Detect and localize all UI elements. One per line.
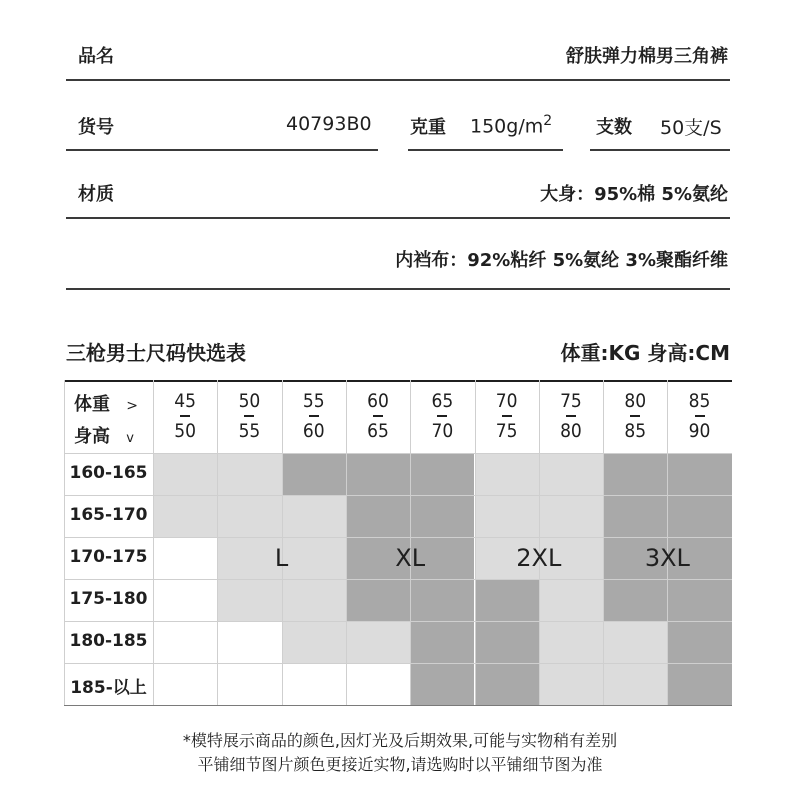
weight-range-end: 85 (624, 420, 647, 442)
size-cell (667, 663, 731, 705)
corner-weight-text: 体重 (74, 394, 110, 415)
weight-range-start: 55 (302, 390, 325, 412)
weight-column-header (282, 391, 346, 441)
size-cell (217, 453, 281, 495)
size-chart-units: 体重:KG 身高:CM (560, 341, 730, 365)
grid-column-line (539, 380, 540, 705)
size-cell (282, 495, 346, 537)
grid-column-line (282, 380, 283, 705)
size-chart-title: 三枪男士尺码快选表 (66, 341, 246, 365)
size-cell (153, 495, 217, 537)
size-cell (282, 453, 346, 495)
size-region-label: 3XL (644, 544, 690, 572)
size-cell (217, 663, 281, 705)
size-cell (282, 621, 346, 663)
size-cell (539, 579, 603, 621)
size-cell (667, 579, 731, 621)
grid-row-line (64, 537, 732, 538)
weight-range-start: 75 (560, 390, 582, 412)
grid-column-line (475, 380, 476, 705)
weight-range-end: 60 (302, 420, 325, 442)
range-dash (475, 411, 539, 421)
size-region-label: XL (395, 544, 426, 572)
size-cell (603, 663, 667, 705)
material-lining-value: 内裆布：92%粘纤 5%氨纶 3%聚酯纤维 (395, 250, 728, 271)
disclaimer-line-1: *模特展示商品的颜色,因灯光及后期效果,可能与实物稍有差别 (182, 731, 618, 750)
height-row-header: 185-以上 (70, 678, 147, 698)
size-cell (603, 453, 667, 495)
size-cell (282, 537, 346, 579)
weight-range-start: 60 (367, 390, 389, 412)
grid-column-line (603, 380, 604, 705)
size-cell (410, 621, 474, 663)
height-row-header: 175-180 (69, 589, 148, 609)
size-cell (410, 453, 474, 495)
range-dash (603, 411, 667, 421)
size-cell (475, 663, 539, 705)
size-region-label: L (274, 544, 289, 572)
grid-column-line (217, 380, 218, 705)
size-cell (539, 495, 603, 537)
size-cell (667, 495, 731, 537)
size-cell (475, 579, 539, 621)
grid-row-line (64, 621, 732, 622)
item-code-label: 货号 (78, 117, 114, 138)
item-code-value: 40793B0 (286, 113, 372, 135)
weight-range-start: 70 (495, 390, 518, 412)
size-cell (153, 537, 217, 579)
material-body-value: 大身：95%棉 5%氨纶 (540, 184, 728, 205)
size-cell (282, 663, 346, 705)
weight-column-header (346, 391, 410, 441)
range-dash (217, 411, 281, 421)
range-dash (153, 411, 217, 421)
size-cell (539, 453, 603, 495)
grid-row-line (64, 579, 732, 580)
range-dash (410, 411, 474, 421)
size-cell (539, 663, 603, 705)
grid-row-line (64, 705, 732, 706)
product-name-label: 品名 (78, 46, 114, 67)
divider-1 (66, 79, 730, 81)
yarn-count-label: 支数 (596, 117, 632, 138)
height-arrow-icon: v (126, 431, 134, 446)
weight-range-end: 65 (367, 420, 389, 442)
weight-range-end: 70 (431, 420, 454, 442)
size-cell (603, 621, 667, 663)
size-cell (475, 495, 539, 537)
height-row-header: 170-175 (69, 547, 148, 567)
fabric-weight-value (470, 113, 552, 137)
size-cell (153, 579, 217, 621)
corner-height-text: 身高 (74, 426, 110, 447)
weight-range-end: 50 (174, 420, 197, 442)
size-cell (346, 579, 410, 621)
size-cell (475, 621, 539, 663)
weight-range-start: 50 (238, 390, 261, 412)
grid-row-line (64, 453, 732, 454)
divider-2c (590, 149, 730, 151)
size-cell (217, 579, 281, 621)
material-label: 材质 (78, 184, 114, 205)
weight-column-header (475, 391, 539, 441)
size-cell (410, 495, 474, 537)
size-chart-grid (64, 380, 732, 705)
size-cell (603, 495, 667, 537)
range-dash (539, 411, 603, 421)
size-cell (410, 663, 474, 705)
fabric-weight-number: 150g/m (470, 115, 544, 138)
weight-range-end: 80 (560, 420, 582, 442)
divider-3 (66, 217, 730, 219)
size-cell (153, 663, 217, 705)
size-cell (667, 453, 731, 495)
size-cell (346, 495, 410, 537)
fabric-weight-label: 克重 (410, 117, 446, 138)
grid-top-border (64, 380, 732, 382)
grid-row-line (64, 663, 732, 664)
size-cell (153, 453, 217, 495)
weight-range-start: 65 (431, 390, 454, 412)
grid-row-line (64, 495, 732, 496)
divider-2b (408, 149, 563, 151)
size-cell (346, 453, 410, 495)
range-dash (667, 411, 731, 421)
size-cell (153, 621, 217, 663)
range-dash (282, 411, 346, 421)
grid-column-line (667, 380, 668, 705)
corner-height-label (74, 422, 134, 448)
weight-range-start: 80 (624, 390, 647, 412)
weight-column-header (667, 391, 731, 441)
height-row-header: 160-165 (69, 463, 148, 483)
height-row-header: 165-170 (69, 505, 148, 525)
divider-4 (66, 288, 730, 290)
size-cell (410, 579, 474, 621)
size-cell (539, 621, 603, 663)
weight-column-header (217, 391, 281, 441)
weight-column-header (410, 391, 474, 441)
size-cell (282, 579, 346, 621)
grid-column-line (153, 380, 154, 705)
weight-range-end: 55 (238, 420, 261, 442)
weight-range-end: 90 (688, 420, 711, 442)
size-cell (603, 579, 667, 621)
size-cell (475, 453, 539, 495)
weight-arrow-icon: > (126, 398, 139, 414)
disclaimer-line-2: 平铺细节图片颜色更接近实物,请选购时以平铺细节图为准 (197, 755, 603, 774)
fabric-weight-exponent: 2 (543, 113, 553, 129)
grid-column-line (410, 380, 411, 705)
size-cell (217, 495, 281, 537)
size-cell (667, 621, 731, 663)
size-region-label: 2XL (516, 544, 562, 572)
grid-column-line (346, 380, 347, 705)
height-row-header: 180-185 (69, 631, 148, 651)
corner-weight-label (74, 390, 138, 416)
size-cell (217, 621, 281, 663)
weight-column-header (603, 391, 667, 441)
size-cell (346, 621, 410, 663)
weight-column-header (153, 391, 217, 441)
product-name-value: 舒肤弹力棉男三角裤 (566, 46, 728, 67)
yarn-count-value: 50支/S (660, 117, 722, 139)
weight-range-end: 75 (495, 420, 518, 442)
size-cell (217, 537, 281, 579)
weight-column-header (539, 391, 603, 441)
range-dash (346, 411, 410, 421)
weight-range-start: 45 (174, 390, 197, 412)
grid-left-line (64, 380, 65, 705)
size-cell (346, 663, 410, 705)
divider-2a (66, 149, 378, 151)
weight-range-start: 85 (688, 390, 711, 412)
